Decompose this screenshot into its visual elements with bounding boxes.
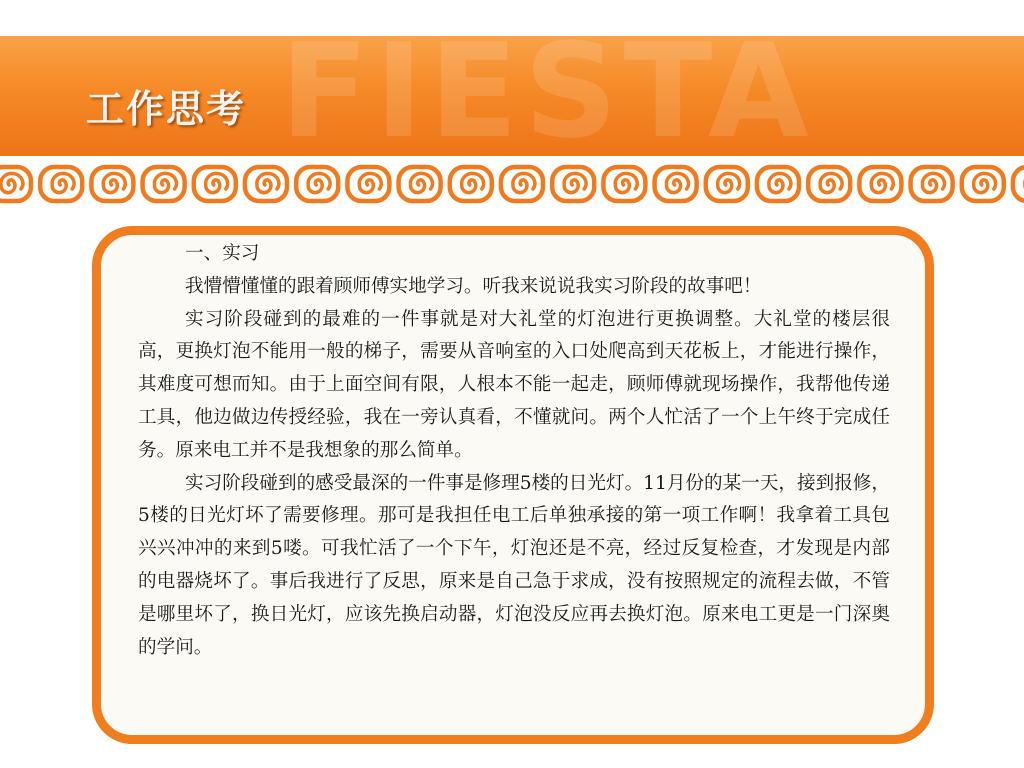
text-body: [138, 238, 890, 664]
spiral-motif: [655, 167, 697, 201]
spiral-border-decoration: [0, 156, 1024, 212]
spiral-motif: [0, 167, 31, 201]
spiral-pattern: [0, 156, 1024, 212]
spiral-motif: [450, 167, 492, 201]
spiral-motif: [552, 167, 594, 201]
spiral-motif: [296, 167, 338, 201]
spiral-motif: [40, 167, 82, 201]
spiral-motif: [194, 167, 236, 201]
paragraph-1: 我懵懵懂懂的跟着顾师傅实地学习。听我来说说我实习阶段的故事吧！: [185, 275, 762, 297]
spiral-motif: [91, 167, 133, 201]
spiral-motif: [143, 167, 185, 201]
paragraph-3: 实习阶段碰到的感受最深的一件事是修理5楼的日光灯。11月份的某一天，接到报修，5楼的日光灯坏了需要修理。那可是我担任电工后单独承接的第一项工作啊！我拿着工具包兴兴冲冲的来到5喽。可我忙活了一个下午，灯泡还是不亮，经过反复检查，才发现是内部的电器烧坏了。事后我进行了反思，原来是自己急于求成，没有按照规定的流程去做，不管是哪里坏了，换日光灯，应该先换启动器，灯泡没反应再去换灯泡。原来电工更是一门深奥的学问。: [138, 472, 890, 658]
spiral-motif: [911, 167, 953, 201]
slide-title: 工作思考: [86, 87, 247, 131]
spiral-motif: [962, 167, 1004, 201]
paragraph-2: 实习阶段碰到的最难的一件事就是对大礼堂的灯泡进行更换调整。大礼堂的楼层很高，更换灯泡不能用一般的梯子，需要从音响室的入口处爬高到天花板上，才能进行操作，其难度可想而知。由于上面空间有限，人根本不能一起走，顾师傅就现场操作，我帮他传递工具，他边做边传授经验，我在一旁认真看，不懂就问。两个人忙活了一个上午终于完成任务。原来电工并不是我想象的那么简单。: [138, 308, 890, 461]
spiral-motif: [859, 167, 901, 201]
spiral-motif: [347, 167, 389, 201]
fiesta-watermark: FIESTA: [280, 36, 815, 156]
section-heading: 一、实习: [185, 243, 260, 264]
spiral-motif: [1013, 167, 1024, 201]
spiral-motif: [603, 167, 645, 201]
spiral-motif: [245, 167, 287, 201]
spiral-motif: [706, 167, 748, 201]
spiral-motif: [501, 167, 543, 201]
spiral-motif: [808, 167, 850, 201]
spiral-motif: [399, 167, 441, 201]
spiral-motif: [757, 167, 799, 201]
